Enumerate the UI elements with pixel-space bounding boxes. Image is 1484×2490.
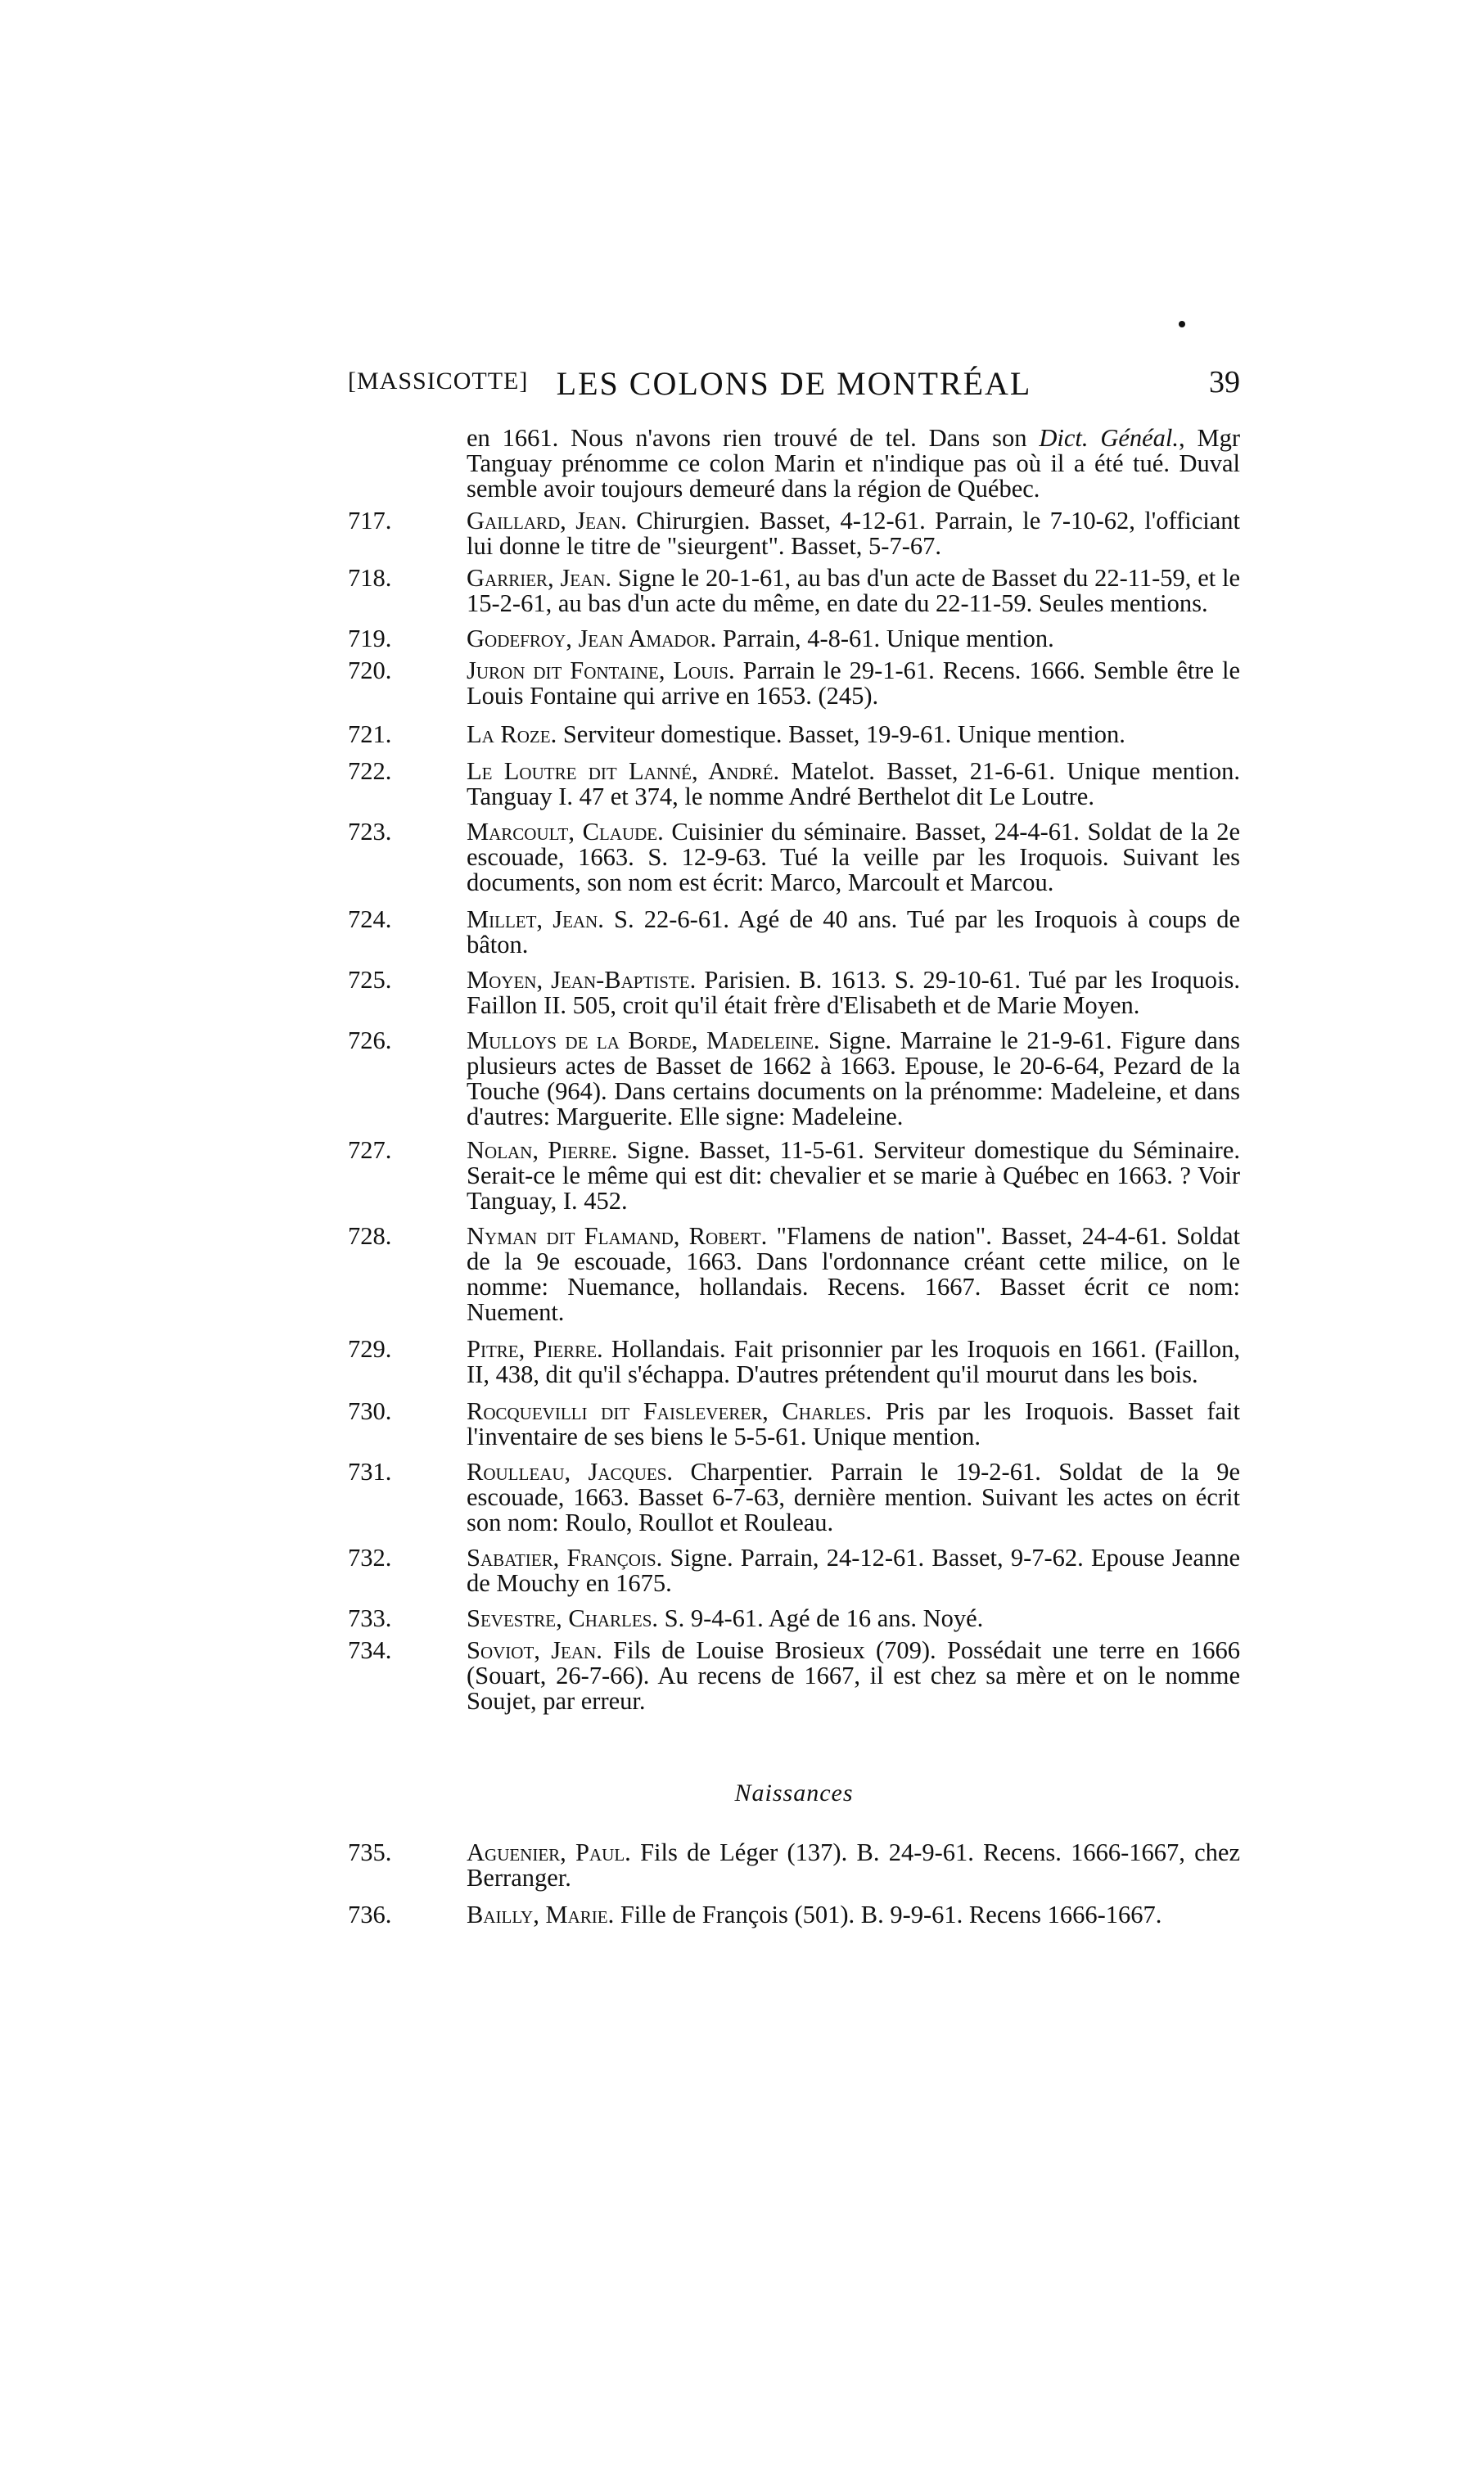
entry-number: 734. — [348, 1636, 392, 1664]
entry-text: S. 22-6-61. Agé de 40 ans. Tué par les Iroquois à coups de bâton. — [467, 905, 1241, 959]
entry-number: 725. — [348, 966, 392, 994]
entry-number: 732. — [348, 1544, 392, 1572]
entry-number: 717. — [348, 507, 392, 535]
entry-number: 724. — [348, 905, 392, 933]
entry-732 — [348, 1544, 1241, 1597]
entry-720 — [348, 656, 1240, 710]
entry-text: Parrain, 4-8-61. Unique mention. — [722, 625, 1054, 652]
entry-text: Matelot. Basset, 21-6-61. Unique mention. Tanguay I. 47 et 374, le nomme André Berthelot dit Le Loutre. — [467, 757, 1240, 810]
entry-text: Parisien. B. 1613. S. 29-10-61. Tué par les Iroquois. Faillon II. 505, croit qu'il était frère d'Elisabeth et de Marie Moyen. — [467, 966, 1240, 1019]
entry-name: Soviot, Jean. — [467, 1636, 602, 1664]
entry-number: 735. — [348, 1838, 392, 1866]
entry-name: Moyen, Jean-Baptiste. — [467, 966, 697, 994]
entry-number: 727. — [348, 1136, 392, 1164]
entry-name: Rocquevilli dit Faisleverer, Charles. — [467, 1397, 873, 1425]
entry-728 — [348, 1222, 1240, 1326]
entry-number: 720. — [348, 656, 392, 684]
entry-number: 733. — [348, 1604, 392, 1632]
entry-text: Hollandais. Fait prisonnier par les Iroquois en 1661. (Faillon, II, 438, dit qu'il s'échappa. D'autres prétendent qu'il mourut dans les bois. — [467, 1335, 1241, 1388]
entry-name: Roulleau, Jacques. — [467, 1458, 674, 1486]
entry-text: Signe. Basset, 11-5-61. Serviteur domestique du Séminaire. Serait-ce le même qui est dit: chevalier et se marie à Québec en 1663. ? Voir Tanguay, I. 452. — [467, 1136, 1241, 1215]
entry-name: Sevestre, Charles. — [467, 1604, 659, 1632]
section-heading: Naissances — [734, 1780, 854, 1807]
entry-717 — [348, 507, 1240, 560]
intro-paragraph — [467, 426, 1240, 502]
page-header — [348, 364, 1240, 405]
entry-name: Millet, Jean. — [467, 905, 604, 933]
entry-text: Pris par les Iroquois. Basset fait l'inventaire de ses biens le 5-5-61. Unique mention. — [467, 1397, 1241, 1450]
entry-736 — [348, 1901, 1240, 1928]
entry-729 — [348, 1335, 1241, 1388]
stray-mark — [1179, 321, 1185, 327]
entry-text: Fils de Louise Brosieux (709). Possédait une terre en 1666 (Souart, 26-7-66). Au recens de 1667, il est chez sa mère et on le nomme Soujet, par erreur. — [467, 1636, 1241, 1715]
entry-727 — [348, 1136, 1241, 1215]
entry-number: 730. — [348, 1397, 392, 1425]
entry-name: Bailly, Marie. — [467, 1901, 615, 1928]
entry-number: 718. — [348, 564, 392, 592]
entry-name: Godefroy, Jean Amador. — [467, 625, 717, 652]
entry-733 — [348, 1604, 1240, 1632]
intro-text-2: , Mgr Tanguay prénomme ce colon Marin et n'indique pas où il a été tué. Duval semble avoir toujours demeuré dans la région de Québec. — [467, 424, 1241, 503]
entry-number: 721. — [348, 720, 392, 748]
entry-text: Cuisinier du séminaire. Basset, 24-4-61. Soldat de la 2e escouade, 1663. S. 12-9-63. Tué la veille par les Iroquois. Suivant les documents, son nom est écrit: Marco, Marcoult et Marcou. — [467, 818, 1240, 896]
entry-text: Parrain le 29-1-61. Recens. 1666. Semble être le Louis Fontaine qui arrive en 1653. (245). — [467, 656, 1240, 710]
entry-number: 736. — [348, 1901, 392, 1928]
entry-number: 726. — [348, 1026, 392, 1054]
entry-number: 722. — [348, 757, 392, 785]
entry-name: Sabatier, François. — [467, 1544, 663, 1572]
entry-text: Charpentier. Parrain le 19-2-61. Soldat de la 9e escouade, 1663. Basset 6-7-63, dernière mention. Suivant les actes on écrit son nom: Roulo, Roullot et Rouleau. — [467, 1458, 1240, 1536]
entry-726 — [348, 1026, 1241, 1130]
entry-735 — [348, 1838, 1240, 1892]
entry-name: Mulloys de la Borde, Madeleine. — [467, 1026, 820, 1054]
entry-number: 728. — [348, 1222, 392, 1250]
entry-name: Le Loutre dit Lanné, André. — [467, 757, 780, 785]
entry-718 — [348, 564, 1241, 617]
entry-text: Fils de Léger (137). B. 24-9-61. Recens. 1666-1667, chez Berranger. — [467, 1838, 1240, 1892]
entry-name: Juron dit Fontaine, Louis. — [467, 656, 735, 684]
entry-number: 719. — [348, 625, 392, 652]
entry-name: Gaillard, Jean. — [467, 507, 627, 535]
intro-italic: Dict. Généal. — [1039, 424, 1180, 452]
entry-name: Nolan, Pierre. — [467, 1136, 618, 1164]
entry-725 — [348, 966, 1240, 1019]
entry-724 — [348, 905, 1241, 959]
author-tag: [MASSICOTTE] — [348, 368, 529, 395]
entry-name: Garrier, Jean. — [467, 564, 612, 592]
entry-number: 731. — [348, 1458, 392, 1486]
entry-name: La Roze. — [467, 720, 557, 748]
entry-text: Signe le 20-1-61, au bas d'un acte de Basset du 22-11-59, et le 15-2-61, au bas d'un acte du même, en date du 22-11-59. Seules mentions. — [467, 564, 1241, 617]
entry-text: Signe. Parrain, 24-12-61. Basset, 9-7-62. Epouse Jeanne de Mouchy en 1675. — [467, 1544, 1241, 1597]
entry-text: Fille de François (501). B. 9-9-61. Recens 1666-1667. — [620, 1901, 1162, 1928]
entry-text: "Flamens de nation". Basset, 24-4-61. Soldat de la 9e escouade, 1663. Dans l'ordonnance créant cette milice, on le nomme: Nuemance, hollandais. Recens. 1667. Basset écrit ce nom: Nuement. — [467, 1222, 1240, 1326]
entry-text: Chirurgien. Basset, 4-12-61. Parrain, le 7-10-62, l'officiant lui donne le titre de "sieurgent". Basset, 5-7-67. — [467, 507, 1240, 560]
entry-text: Signe. Marraine le 21-9-61. Figure dans plusieurs actes de Basset de 1662 à 1663. Epouse, le 20-6-64, Pezard de la Touche (964). Dans certains documents on la prénomme: Madeleine, et dans d'autres: Marguerite. Elle signe: Madeleine. — [467, 1026, 1241, 1130]
entry-734 — [348, 1636, 1241, 1715]
entry-731 — [348, 1458, 1240, 1536]
entry-name: Nyman dit Flamand, Robert. — [467, 1222, 768, 1250]
page-number: 39 — [1209, 365, 1240, 399]
intro-text-1: en 1661. Nous n'avons rien trouvé de tel. Dans son — [467, 424, 1040, 452]
page-body — [348, 426, 1240, 1928]
entry-name: Pitre, Pierre. — [467, 1335, 603, 1363]
entry-number: 729. — [348, 1335, 392, 1363]
entry-name: Marcoult, Claude. — [467, 818, 664, 846]
entry-text: Serviteur domestique. Basset, 19-9-61. Unique mention. — [562, 720, 1125, 748]
entry-719 — [348, 625, 1240, 652]
entry-number: 723. — [348, 818, 392, 846]
entry-722 — [348, 757, 1240, 810]
running-title: LES COLONS DE MONTRÉAL — [556, 365, 1032, 402]
entry-name: Aguenier, Paul. — [467, 1838, 631, 1866]
entry-text: S. 9-4-61. Agé de 16 ans. Noyé. — [664, 1604, 984, 1632]
entry-730 — [348, 1397, 1241, 1450]
entry-721 — [348, 720, 1240, 748]
entry-723 — [348, 818, 1240, 896]
